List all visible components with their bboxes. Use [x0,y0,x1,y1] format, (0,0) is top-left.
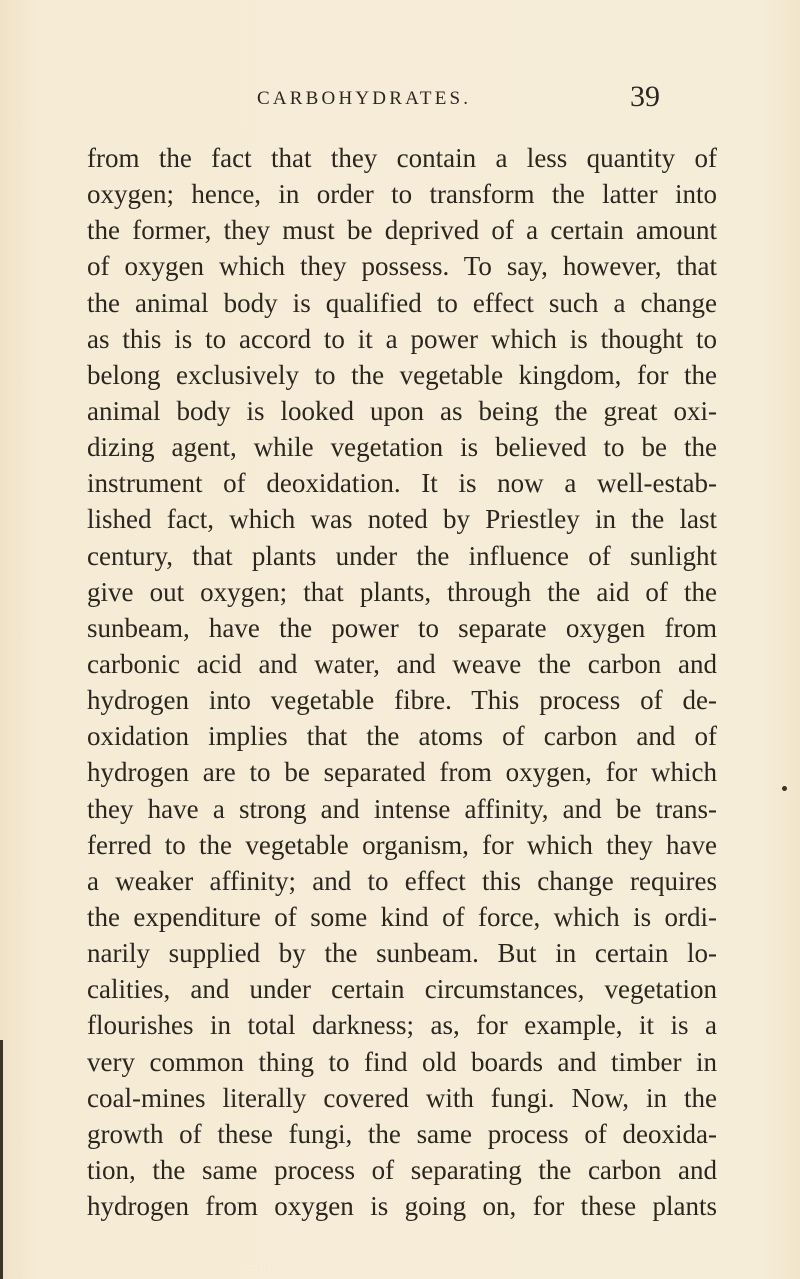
text-line: narily supplied by the sunbeam. But in certain lo- [87,938,717,969]
text-line: animal body is looked upon as being the great oxi- [87,395,717,426]
text-line: of oxygen which they possess. To say, however, that [87,251,717,282]
text-line: oxidation implies that the atoms of carbon and of [87,721,717,752]
text-line: lished fact, which was noted by Priestley in the last [87,504,717,535]
text-line: hydrogen into vegetable fibre. This process of de- [87,685,717,716]
text-line: oxygen; hence, in order to transform the latter into [87,179,717,210]
body-text [87,140,717,1224]
text-line: belong exclusively to the vegetable kingdom, for the [87,359,717,390]
page-number: 39 [630,80,660,113]
text-line: carbonic acid and water, and weave the carbon and [87,648,717,679]
text-line: a weaker affinity; and to effect this change requires [87,865,717,896]
text-line: hydrogen are to be separated from oxygen, for which [87,757,717,788]
text-line: calities, and under certain circumstances, vegetation [87,974,717,1005]
text-line: as this is to accord to it a power which is thought to [87,323,717,354]
text-line: from the fact that they contain a less quantity of [87,143,717,173]
text-line: instrument of deoxidation. It is now a well-estab- [87,468,717,499]
page-edge-shadow [0,1040,3,1279]
text-line: flourishes in total darkness; as, for example, it is a [87,1010,717,1041]
text-line: give out oxygen; that plants, through the aid of the [87,576,717,607]
text-line: sunbeam, have the power to separate oxygen from [87,612,717,643]
text-line: ferred to the vegetable organism, for which they have [87,829,717,860]
text-line: dizing agent, while vegetation is believed to be the [87,432,717,463]
margin-blemish [782,786,787,791]
text-line: the animal body is qualified to effect such a change [87,287,717,318]
text-line: century, that plants under the influence of sunlight [87,540,717,571]
text-line: very common thing to find old boards and timber in [87,1046,717,1077]
running-head: CARBOHYDRATES. [257,88,472,109]
text-line: hydrogen from oxygen is going on, for these plants [87,1191,717,1222]
text-line: growth of these fungi, the same process of deoxida- [87,1118,717,1149]
text-line: coal-mines literally covered with fungi. Now, in the [87,1082,717,1113]
text-line: tion, the same process of separating the carbon and [87,1154,717,1185]
text-line: they have a strong and intense affinity, and be trans- [87,793,717,824]
text-line: the former, they must be deprived of a certain amount [87,215,717,246]
text-line: the expenditure of some kind of force, which is ordi- [87,901,717,932]
